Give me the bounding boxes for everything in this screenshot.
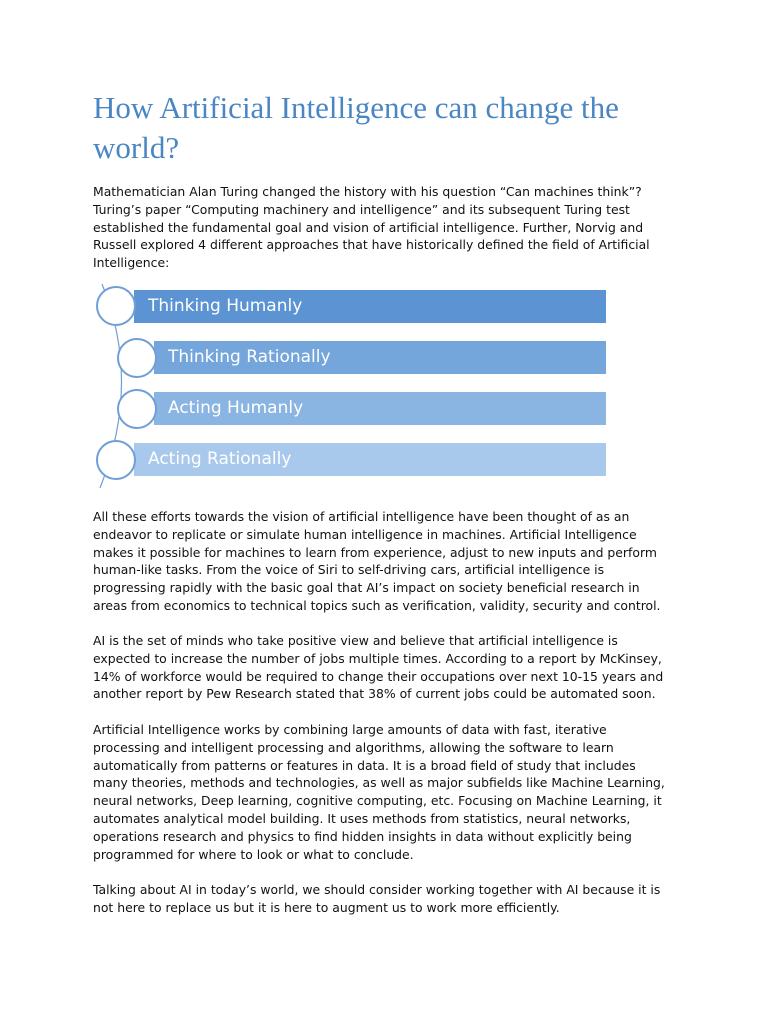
approach-label: Thinking Rationally bbox=[168, 347, 331, 367]
approach-label: Thinking Humanly bbox=[148, 296, 303, 316]
closing-paragraph: Talking about AI in today’s world, we should consider working together with AI because it is not here to replace us but it is here to augment us to work more efficiently. bbox=[93, 882, 661, 915]
page-title: How Artificial Intelligence can change the world? bbox=[93, 90, 619, 165]
bullet-circle bbox=[96, 440, 136, 480]
approach-bar-acting-humanly bbox=[154, 392, 606, 425]
approach-bar-thinking-humanly bbox=[134, 290, 606, 323]
bullet-circle bbox=[117, 338, 157, 378]
approach-bar-acting-rationally bbox=[134, 443, 606, 476]
bullet-circle bbox=[117, 389, 157, 429]
bullet-circle bbox=[96, 286, 136, 326]
diagram-connector-arc bbox=[90, 282, 148, 492]
approach-label: Acting Rationally bbox=[148, 449, 292, 469]
approach-bar-thinking-rationally bbox=[154, 341, 606, 374]
approach-label: Acting Humanly bbox=[168, 398, 304, 418]
efforts-paragraph: All these efforts towards the vision of artificial intelligence have been thought of as an endeavor to replicate or simulate human intelligence in machines. Artificial Intelligence makes it possible for machines to learn from experience, adjust to new inputs and perform human-like tasks. From the voice of Siri to self-driving cars, artificial intelligence is progressing rapidly with the basic goal that AI’s impact on society beneficial research in areas from economics to technical topics such as verification, validity, security and control. bbox=[93, 509, 661, 613]
jobs-paragraph: AI is the set of minds who take positive view and believe that artificial intelligence is expected to increase the number of jobs multiple times. According to a report by McKinsey, 14% of workforce would be required to change their occupations over next 10-15 years and another report by Pew Research stated that 38% of current jobs could be automated soon. bbox=[93, 633, 664, 702]
intro-paragraph: Mathematician Alan Turing changed the history with his question “Can machines think”? Turing’s paper “Computing machinery and intelligence” and its subsequent Turing test established the fundamental goal and vision of artificial intelligence. Further, Norvig and Russell explored 4 different approaches that have historically defined the field of Artificial Intelligence: bbox=[93, 184, 650, 271]
how-ai-works-paragraph: Artificial Intelligence works by combining large amounts of data with fast, iterative processing and intelligent processing and algorithms, allowing the software to learn automatically from patterns or features in data. It is a broad field of study that includes many theories, methods and technologies, as well as major subfields like Machine Learning, neural networks, Deep learning, cognitive computing, etc. Focusing on Machine Learning, it automates analytical model building. It uses methods from statistics, neural networks, operations research and physics to find hidden insights in data without explicitly being programmed for where to look or what to conclude. bbox=[93, 722, 665, 862]
